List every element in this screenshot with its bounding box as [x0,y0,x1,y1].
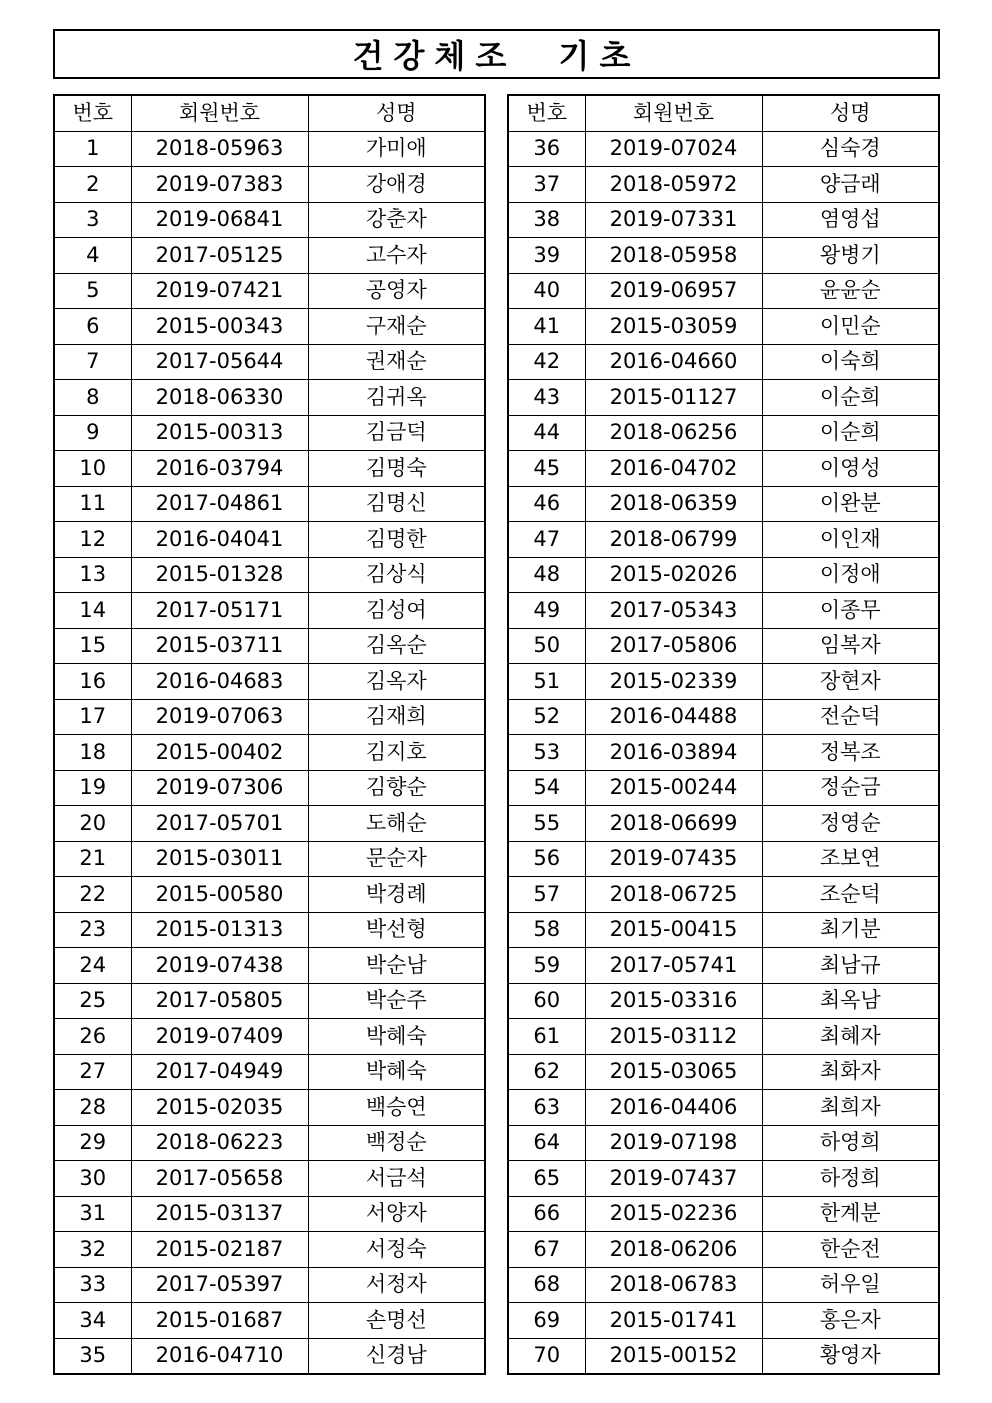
cell-number: 25 [54,983,131,1019]
cell-number: 1 [54,131,131,167]
cell-member-id: 2015-01687 [131,1303,308,1339]
cell-name: 김향순 [308,770,485,806]
table-row [508,167,939,203]
cell-name: 최옥남 [762,983,939,1019]
cell-name: 이종무 [762,593,939,629]
cell-member-id: 2018-06783 [585,1267,762,1303]
cell-name: 이정애 [762,557,939,593]
cell-member-id: 2017-05644 [131,344,308,380]
table-row [54,131,485,167]
cell-member-id: 2017-04949 [131,1054,308,1090]
table-row [54,202,485,238]
cell-name: 고수자 [308,238,485,274]
cell-name: 조순덕 [762,877,939,913]
cell-number: 56 [508,841,585,877]
cell-number: 57 [508,877,585,913]
cell-name: 정복조 [762,735,939,771]
table-row [508,770,939,806]
page-title: 건강체조 기초 [53,29,940,79]
cell-member-id: 2015-02035 [131,1090,308,1126]
cell-number: 17 [54,699,131,735]
cell-number: 50 [508,628,585,664]
cell-number: 32 [54,1232,131,1268]
cell-name: 김옥자 [308,664,485,700]
cell-number: 27 [54,1054,131,1090]
table-row [508,1090,939,1126]
table-row [54,1161,485,1197]
cell-name: 황영자 [762,1338,939,1374]
cell-member-id: 2015-00244 [585,770,762,806]
cell-member-id: 2018-06223 [131,1125,308,1161]
cell-member-id: 2016-04488 [585,699,762,735]
header-member-id: 회원번호 [585,95,762,131]
cell-name: 강춘자 [308,202,485,238]
table-header-row [508,95,939,131]
cell-number: 63 [508,1090,585,1126]
cell-member-id: 2018-06206 [585,1232,762,1268]
cell-name: 이순희 [762,415,939,451]
cell-name: 김금덕 [308,415,485,451]
table-row [508,380,939,416]
table-row [54,557,485,593]
table-row [508,557,939,593]
cell-name: 최화자 [762,1054,939,1090]
cell-member-id: 2017-05171 [131,593,308,629]
cell-member-id: 2017-05701 [131,806,308,842]
cell-name: 최남규 [762,948,939,984]
table-row [508,664,939,700]
cell-member-id: 2016-04702 [585,451,762,487]
cell-number: 2 [54,167,131,203]
table-row [54,415,485,451]
cell-name: 허우일 [762,1267,939,1303]
table-row [508,735,939,771]
table-row [508,415,939,451]
cell-number: 44 [508,415,585,451]
table-row [508,912,939,948]
cell-name: 전순덕 [762,699,939,735]
cell-number: 39 [508,238,585,274]
cell-number: 20 [54,806,131,842]
cell-member-id: 2019-07409 [131,1019,308,1055]
cell-name: 서정숙 [308,1232,485,1268]
table-row [508,841,939,877]
cell-number: 47 [508,522,585,558]
table-row [54,1196,485,1232]
table-row [508,1161,939,1197]
cell-name: 임복자 [762,628,939,664]
cell-member-id: 2015-00580 [131,877,308,913]
table-row [54,522,485,558]
cell-name: 정영순 [762,806,939,842]
table-row [508,983,939,1019]
table-row [54,273,485,309]
table-row [508,344,939,380]
cell-member-id: 2016-03794 [131,451,308,487]
member-table-left [53,94,486,1375]
cell-member-id: 2015-02339 [585,664,762,700]
cell-name: 가미애 [308,131,485,167]
cell-number: 42 [508,344,585,380]
cell-number: 58 [508,912,585,948]
cell-name: 조보연 [762,841,939,877]
table-body [508,131,939,1374]
cell-name: 이숙희 [762,344,939,380]
cell-number: 11 [54,486,131,522]
cell-member-id: 2015-01313 [131,912,308,948]
table-row [54,1338,485,1374]
table-row [54,593,485,629]
table-row [508,309,939,345]
cell-member-id: 2015-01127 [585,380,762,416]
cell-member-id: 2015-03065 [585,1054,762,1090]
table-row [54,238,485,274]
cell-member-id: 2019-07198 [585,1125,762,1161]
cell-member-id: 2016-03894 [585,735,762,771]
cell-name: 문순자 [308,841,485,877]
cell-member-id: 2017-04861 [131,486,308,522]
cell-member-id: 2018-06330 [131,380,308,416]
cell-number: 52 [508,699,585,735]
cell-name: 강애경 [308,167,485,203]
cell-number: 69 [508,1303,585,1339]
cell-number: 55 [508,806,585,842]
cell-number: 60 [508,983,585,1019]
cell-name: 윤윤순 [762,273,939,309]
cell-number: 10 [54,451,131,487]
cell-number: 30 [54,1161,131,1197]
cell-member-id: 2018-05958 [585,238,762,274]
cell-member-id: 2017-05741 [585,948,762,984]
cell-name: 백정순 [308,1125,485,1161]
header-name: 성명 [308,95,485,131]
cell-name: 서금석 [308,1161,485,1197]
cell-number: 35 [54,1338,131,1374]
cell-name: 왕병기 [762,238,939,274]
cell-name: 백승연 [308,1090,485,1126]
cell-member-id: 2019-07331 [585,202,762,238]
cell-name: 한순전 [762,1232,939,1268]
cell-number: 5 [54,273,131,309]
header-name: 성명 [762,95,939,131]
cell-name: 하영희 [762,1125,939,1161]
table-row [508,699,939,735]
table-row [54,1019,485,1055]
cell-number: 34 [54,1303,131,1339]
cell-name: 김명숙 [308,451,485,487]
cell-member-id: 2019-07306 [131,770,308,806]
table-row [54,664,485,700]
table-row [54,1090,485,1126]
cell-name: 한계분 [762,1196,939,1232]
cell-member-id: 2016-04710 [131,1338,308,1374]
table-row [54,380,485,416]
cell-member-id: 2018-06725 [585,877,762,913]
cell-number: 8 [54,380,131,416]
cell-name: 최기분 [762,912,939,948]
cell-member-id: 2017-05805 [131,983,308,1019]
cell-member-id: 2016-04683 [131,664,308,700]
cell-member-id: 2015-02187 [131,1232,308,1268]
cell-member-id: 2016-04660 [585,344,762,380]
cell-number: 53 [508,735,585,771]
cell-name: 이완분 [762,486,939,522]
table-row [508,628,939,664]
cell-number: 28 [54,1090,131,1126]
cell-number: 40 [508,273,585,309]
cell-number: 64 [508,1125,585,1161]
cell-number: 36 [508,131,585,167]
table-row [54,841,485,877]
table-row [508,806,939,842]
table-row [508,451,939,487]
cell-number: 15 [54,628,131,664]
cell-member-id: 2019-06841 [131,202,308,238]
cell-number: 4 [54,238,131,274]
cell-member-id: 2018-06359 [585,486,762,522]
cell-name: 홍은자 [762,1303,939,1339]
table-row [508,1054,939,1090]
cell-number: 37 [508,167,585,203]
cell-member-id: 2015-02026 [585,557,762,593]
cell-member-id: 2018-06256 [585,415,762,451]
cell-number: 7 [54,344,131,380]
cell-member-id: 2015-03059 [585,309,762,345]
cell-member-id: 2019-07024 [585,131,762,167]
table-row [508,202,939,238]
cell-name: 공영자 [308,273,485,309]
cell-number: 61 [508,1019,585,1055]
cell-name: 권재순 [308,344,485,380]
cell-name: 김상식 [308,557,485,593]
cell-member-id: 2017-05343 [585,593,762,629]
cell-number: 68 [508,1267,585,1303]
cell-name: 신경남 [308,1338,485,1374]
table-row [508,1232,939,1268]
table-row [508,238,939,274]
table-row [54,1303,485,1339]
table-row [54,1267,485,1303]
table-row [54,309,485,345]
cell-name: 하정희 [762,1161,939,1197]
cell-name: 박혜숙 [308,1054,485,1090]
cell-number: 62 [508,1054,585,1090]
cell-member-id: 2019-07421 [131,273,308,309]
cell-number: 19 [54,770,131,806]
cell-member-id: 2015-00343 [131,309,308,345]
cell-number: 16 [54,664,131,700]
cell-number: 24 [54,948,131,984]
cell-number: 54 [508,770,585,806]
table-body [54,131,485,1374]
cell-name: 박순남 [308,948,485,984]
table-row [508,131,939,167]
cell-number: 21 [54,841,131,877]
table-row [54,948,485,984]
cell-name: 도해순 [308,806,485,842]
cell-number: 6 [54,309,131,345]
cell-member-id: 2015-01328 [131,557,308,593]
cell-number: 26 [54,1019,131,1055]
cell-name: 박선형 [308,912,485,948]
cell-number: 45 [508,451,585,487]
cell-name: 김성여 [308,593,485,629]
cell-name: 장현자 [762,664,939,700]
cell-name: 서정자 [308,1267,485,1303]
cell-number: 33 [54,1267,131,1303]
table-row [508,486,939,522]
cell-name: 이영성 [762,451,939,487]
table-row [54,806,485,842]
cell-number: 59 [508,948,585,984]
cell-number: 41 [508,309,585,345]
cell-member-id: 2017-05397 [131,1267,308,1303]
cell-member-id: 2019-07383 [131,167,308,203]
cell-member-id: 2018-06699 [585,806,762,842]
cell-number: 13 [54,557,131,593]
cell-member-id: 2017-05125 [131,238,308,274]
cell-name: 최희자 [762,1090,939,1126]
cell-name: 이민순 [762,309,939,345]
cell-name: 양금래 [762,167,939,203]
cell-number: 31 [54,1196,131,1232]
cell-name: 김명신 [308,486,485,522]
table-row [508,522,939,558]
cell-number: 65 [508,1161,585,1197]
cell-name: 박혜숙 [308,1019,485,1055]
cell-member-id: 2015-00152 [585,1338,762,1374]
cell-number: 9 [54,415,131,451]
header-member-id: 회원번호 [131,95,308,131]
cell-number: 38 [508,202,585,238]
table-row [54,1125,485,1161]
cell-number: 12 [54,522,131,558]
cell-member-id: 2019-07063 [131,699,308,735]
table-row [54,877,485,913]
cell-name: 서양자 [308,1196,485,1232]
table-row [54,770,485,806]
table-row [54,486,485,522]
table-row [508,1303,939,1339]
cell-member-id: 2017-05658 [131,1161,308,1197]
table-row [508,1196,939,1232]
cell-number: 22 [54,877,131,913]
cell-name: 최혜자 [762,1019,939,1055]
cell-member-id: 2016-04406 [585,1090,762,1126]
member-table-right [507,94,940,1375]
cell-member-id: 2018-05972 [585,167,762,203]
table-row [508,593,939,629]
cell-number: 46 [508,486,585,522]
cell-member-id: 2015-03316 [585,983,762,1019]
table-row [54,1054,485,1090]
cell-name: 정순금 [762,770,939,806]
cell-member-id: 2015-03112 [585,1019,762,1055]
cell-number: 43 [508,380,585,416]
cell-number: 66 [508,1196,585,1232]
cell-number: 70 [508,1338,585,1374]
table-row [54,983,485,1019]
table-row [508,1125,939,1161]
cell-name: 구재순 [308,309,485,345]
table-row [54,699,485,735]
cell-name: 김명한 [308,522,485,558]
table-row [54,1232,485,1268]
table-row [54,167,485,203]
cell-name: 김재희 [308,699,485,735]
cell-name: 이인재 [762,522,939,558]
cell-number: 3 [54,202,131,238]
cell-name: 김옥순 [308,628,485,664]
cell-number: 51 [508,664,585,700]
cell-name: 김귀옥 [308,380,485,416]
cell-member-id: 2015-03137 [131,1196,308,1232]
table-row [508,273,939,309]
table-row [508,877,939,913]
table-row [54,451,485,487]
header-number: 번호 [54,95,131,131]
cell-member-id: 2015-01741 [585,1303,762,1339]
cell-name: 심숙경 [762,131,939,167]
cell-name: 이순희 [762,380,939,416]
cell-member-id: 2018-05963 [131,131,308,167]
cell-number: 23 [54,912,131,948]
table-row [508,1267,939,1303]
cell-number: 29 [54,1125,131,1161]
cell-number: 67 [508,1232,585,1268]
cell-member-id: 2019-07438 [131,948,308,984]
cell-member-id: 2015-00415 [585,912,762,948]
table-row [54,628,485,664]
cell-member-id: 2017-05806 [585,628,762,664]
cell-name: 염영섭 [762,202,939,238]
cell-name: 손명선 [308,1303,485,1339]
cell-number: 14 [54,593,131,629]
table-row [508,1019,939,1055]
cell-member-id: 2016-04041 [131,522,308,558]
cell-member-id: 2019-06957 [585,273,762,309]
cell-member-id: 2015-03011 [131,841,308,877]
cell-name: 김지호 [308,735,485,771]
table-row [508,1338,939,1374]
cell-member-id: 2015-00313 [131,415,308,451]
cell-member-id: 2019-07437 [585,1161,762,1197]
cell-number: 18 [54,735,131,771]
cell-member-id: 2018-06799 [585,522,762,558]
cell-member-id: 2015-03711 [131,628,308,664]
table-row [54,344,485,380]
table-row [54,735,485,771]
table-row [54,912,485,948]
cell-number: 48 [508,557,585,593]
header-number: 번호 [508,95,585,131]
cell-name: 박순주 [308,983,485,1019]
table-row [508,948,939,984]
cell-member-id: 2015-00402 [131,735,308,771]
table-header-row [54,95,485,131]
cell-name: 박경례 [308,877,485,913]
cell-member-id: 2015-02236 [585,1196,762,1232]
cell-number: 49 [508,593,585,629]
cell-member-id: 2019-07435 [585,841,762,877]
